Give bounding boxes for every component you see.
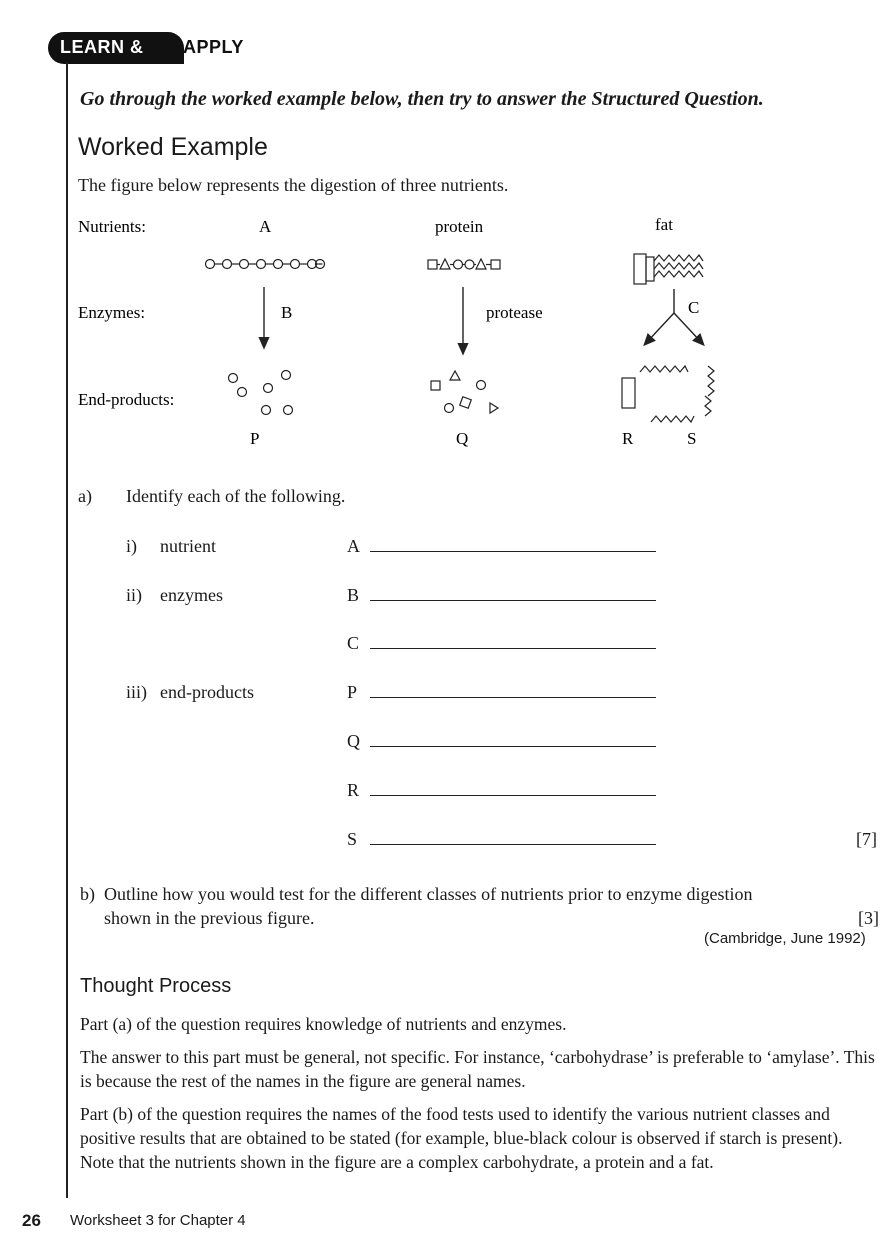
thought-process-heading: Thought Process: [80, 975, 232, 997]
answer-line-q[interactable]: [370, 746, 656, 747]
answer-line-s[interactable]: [370, 844, 656, 845]
question-a-marks: [7]: [856, 829, 877, 849]
row-label-nutrients: Nutrients:: [78, 217, 146, 236]
product-label-q: Q: [456, 429, 469, 448]
item-letter-r: R: [347, 780, 360, 800]
item-roman-i: i): [126, 536, 137, 556]
row-label-enzymes: Enzymes:: [78, 303, 146, 322]
nutrient-label-fat: fat: [655, 215, 673, 234]
item-letter-c: C: [347, 633, 360, 653]
item-letter-p: P: [347, 682, 358, 702]
item-letter-a: A: [347, 536, 360, 556]
item-letter-q: Q: [347, 731, 360, 751]
item-name-enzymes: enzymes: [160, 585, 223, 605]
intro-text: The figure below represents the digestion of three nutrients.: [78, 175, 509, 195]
answer-line-c[interactable]: [370, 648, 656, 649]
answer-line-a[interactable]: [370, 551, 656, 552]
answer-line-p[interactable]: [370, 697, 656, 698]
item-roman-ii: ii): [126, 585, 142, 605]
arrow-down-left-icon: [647, 313, 674, 342]
question-b-marks: [3]: [858, 908, 879, 928]
answer-line-r[interactable]: [370, 795, 656, 796]
row-label-end-products: End-products:: [78, 390, 175, 409]
item-name-end-products: end-products: [160, 682, 254, 702]
arrow-down-right-icon: [674, 313, 701, 342]
enzyme-label-protease: protease: [486, 303, 543, 322]
product-label-p: P: [250, 429, 260, 448]
product-label-r: R: [622, 429, 634, 448]
page-number: 26: [22, 1211, 41, 1230]
question-a-text: Identify each of the following.: [126, 486, 346, 506]
protein-chain-icon: [428, 259, 500, 269]
answer-line-b[interactable]: [370, 600, 656, 601]
question-b-label: b): [80, 884, 95, 904]
thought-paragraph-2: The answer to this part must be general, not specific. For instance, ‘carbohydrase’ is preferable to ‘amylase’. This is because the rest of the names in the figure are general names.: [80, 1047, 875, 1091]
digestion-diagram: [0, 0, 888, 470]
monomer-circles-icon: [229, 371, 293, 415]
enzyme-label-c: C: [688, 298, 700, 317]
question-a-label: a): [78, 486, 92, 506]
thought-paragraph-3: Part (b) of the question requires the names of the food tests used to identify the various nutrient classes and positive results that are obtained to be stated (for example, blue-black colour is observed if starch is present). Note that the nutrients shown in the figure are a complex carbohydrate, a protein and a fat.: [80, 1104, 843, 1172]
amino-acids-icon: [431, 371, 498, 413]
item-letter-b: B: [347, 585, 360, 605]
footer-title: Worksheet 3 for Chapter 4: [70, 1212, 246, 1229]
question-b-line1: Outline how you would test for the different classes of nutrients prior to enzyme digestion: [104, 884, 753, 904]
worked-example-heading: Worked Example: [78, 133, 268, 161]
question-b-line2: shown in the previous figure.: [104, 908, 315, 928]
nutrient-label-a: A: [259, 217, 272, 236]
instruction-text: Go through the worked example below, then try to answer the Structured Question.: [80, 88, 764, 110]
section-tab-label-right: APPLY: [183, 37, 244, 57]
section-tab-label-left: LEARN &: [60, 37, 144, 57]
product-label-s: S: [687, 429, 697, 448]
item-letter-s: S: [347, 829, 358, 849]
enzyme-label-b: B: [281, 303, 293, 322]
item-name-nutrient: nutrient: [160, 536, 216, 556]
question-source: (Cambridge, June 1992): [704, 930, 866, 947]
nutrient-label-protein: protein: [435, 217, 484, 236]
polysaccharide-chain-icon: [206, 260, 325, 269]
item-roman-iii: iii): [126, 682, 147, 702]
thought-paragraph-1: Part (a) of the question requires knowledge of nutrients and enzymes.: [80, 1014, 567, 1034]
glycerol-fatty-acids-icon: [622, 366, 714, 422]
fat-molecule-icon: [634, 254, 703, 284]
